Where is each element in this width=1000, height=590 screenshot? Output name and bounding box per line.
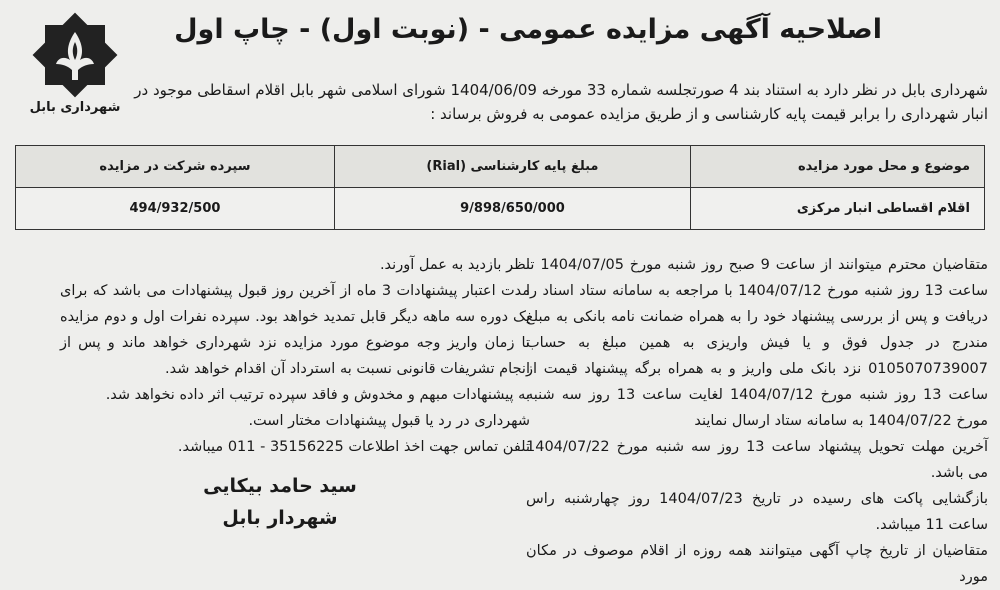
- body-paragraph: شهرداری در رد یا قبول پیشنهادات مختار است.: [248, 413, 530, 429]
- table-row: [16, 188, 985, 230]
- notice-title: اصلاحیه آگهی مزایده عمومی - (نوبت اول) - چاپ اول: [174, 14, 882, 45]
- auction-table: [15, 145, 985, 230]
- cell-base-price: 9/898/650/000: [334, 188, 690, 230]
- table-header-row: [16, 146, 985, 188]
- body-paragraph: تلفن تماس جهت اخذ اطلاعات 35156225 - 011 میباشد.: [177, 439, 530, 455]
- municipality-logo: [22, 12, 128, 124]
- body-paragraph: نظر بازدید به عمل آورند.: [379, 257, 530, 273]
- body-paragraph: مدت اعتبار پیشنهادات 3 ماه از آخرین روز قبول پیشنهادات می باشد که برای یک دوره سه ماهه دیگر قابل تمدید خواهد بود. سپرده نفرات اول و دوم مزایده تا زمان واریز وجه موضوع مورد مزایده نزد شهرداری خواهد ماند و پس از انجام تشریفات قانونی نسبت به استرداد آن اقدام خواهد شد.: [60, 283, 530, 377]
- column-header-deposit: سپرده شرکت در مزایده: [16, 146, 335, 188]
- body-paragraph: به پیشنهادات مبهم و مخدوش و فاقد سپرده ترتیب اثر داده نخواهد شد.: [105, 387, 530, 403]
- intro-paragraph: شهرداری بابل در نظر دارد به استناد بند 4 صورتجلسه شماره 33 مورخه 1404/06/09 شورای اسلامی شهر بابل اقلام اسقاطی موجود در انبار شهرداری را برابر قیمت پایه کارشناسی و از طریق مزایده عمومی به فروش برساند :: [134, 81, 988, 123]
- signatory-title: شهردار بابل: [222, 507, 338, 529]
- logo-text: شهرداری بابل: [29, 100, 121, 115]
- signature-block: [175, 470, 385, 534]
- column-header-base-price: مبلغ پایه کارشناسی (Rial): [334, 146, 690, 188]
- body-paragraph: آخرین مهلت تحویل پیشنهاد ساعت 13 روز سه شنبه مورخ 1404/07/22 می باشد.: [526, 439, 988, 481]
- cell-subject: اقلام اقساطی انبار مرکزی: [691, 188, 985, 230]
- body-paragraph: متقاضیان از تاریخ چاپ آگهی میتوانند همه روزه از اقلام موصوف در مکان مورد: [526, 543, 988, 585]
- signatory-name: سید حامد بیکایی: [203, 475, 357, 497]
- body-column-right: [526, 252, 988, 590]
- cell-deposit: 494/932/500: [16, 188, 335, 230]
- body-column-left: [60, 252, 530, 460]
- column-header-subject: موضوع و محل مورد مزایده: [691, 146, 985, 188]
- body-paragraph: متقاضیان محترم میتوانند از ساعت 9 صبح روز شنبه مورخ 1404/07/05 تا ساعت 13 روز شنبه مورخ 1404/07/12 با مراجعه به سامانه ستاد اسناد را دریافت و پس از بررسی پیشنهاد خود را به همراه ضمانت نامه بانکی به مبلغ مندرج در جدول فوق و یا فیش واریزی به همین مبلغ به حساب 0105070739007 نزد بانک ملی واریز و به همراه برگه پیشنهاد قیمت از ساعت 13 روز شنبه مورخ 1404/07/12 لغایت ساعت 13 روز سه شنبه مورخ 1404/07/22 به سامانه ستاد ارسال نمایند: [526, 257, 988, 429]
- babol-emblem-icon: [32, 12, 118, 98]
- body-paragraph: بازگشایی پاکت های رسیده در تاریخ 1404/07/23 روز چهارشنبه راس ساعت 11 میباشد.: [526, 491, 989, 533]
